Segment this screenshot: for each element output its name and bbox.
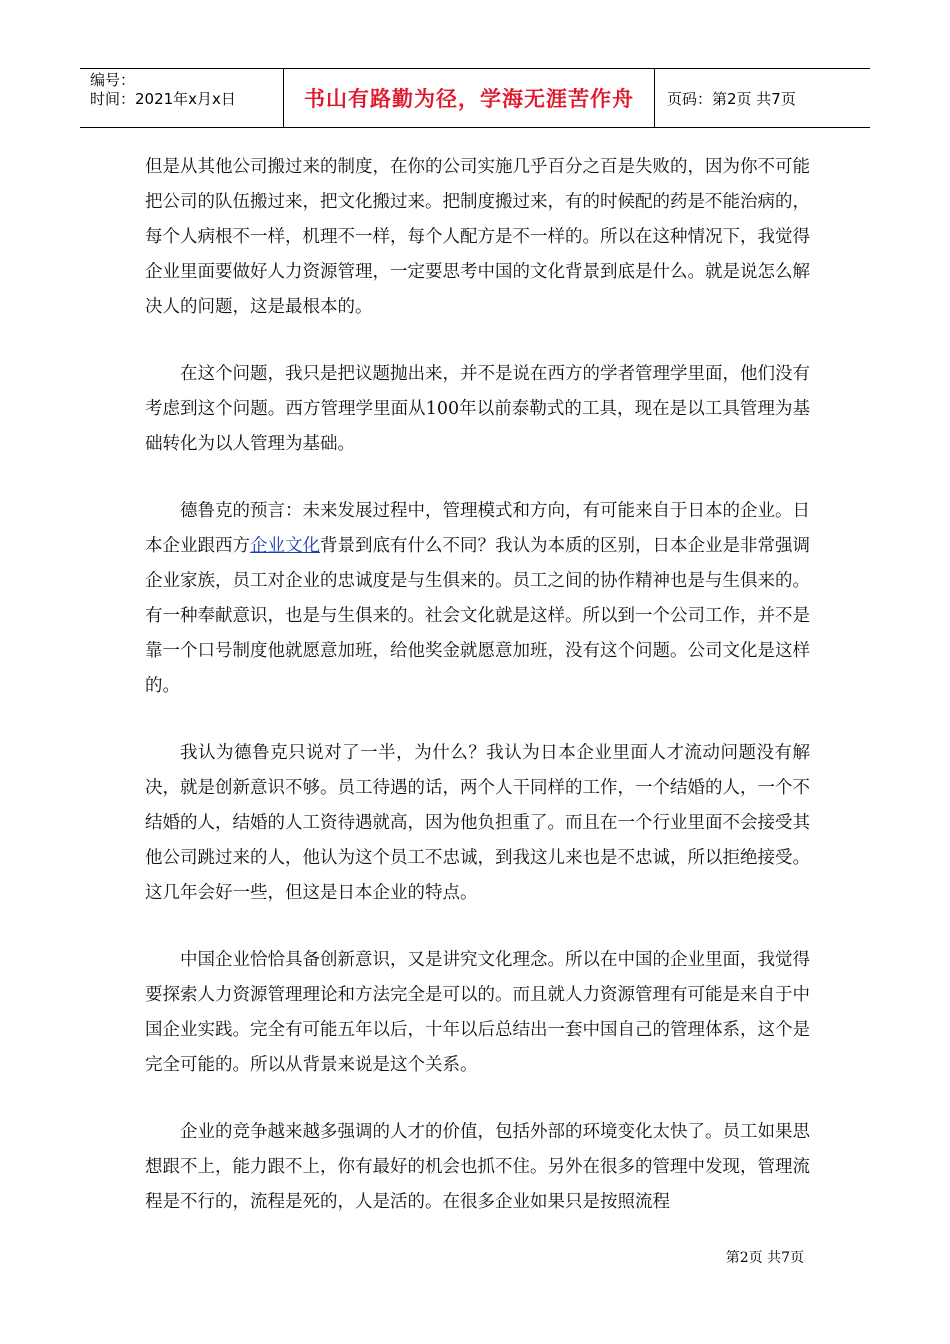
header-page-info: 页码：第2页 共7页	[667, 89, 796, 108]
paragraph-5: 中国企业恰恰具备创新意识，又是讲究文化理念。所以在中国的企业里面，我觉得要探索人力资源管理理论和方法完全是可以的。而且就人力资源管理有可能是来自于中国企业实践。完全有可能五年以后，十年以后总结出一套中国自己的管理体系，这个是完全可能的。所以从背景来说是这个关系。	[145, 950, 810, 1075]
paragraph-3	[145, 494, 810, 704]
paragraph-2: 在这个问题，我只是把议题抛出来，并不是说在西方的学者管理学里面，他们没有考虑到这个问题。西方管理学里面从100年以前泰勒式的工具，现在是以工具管理为基础转化为以人管理为基础。	[145, 364, 810, 454]
paragraph-3-after-link: 背景到底有什么不同？我认为本质的区别，日本企业是非常强调企业家族，员工对企业的忠诚度是与生俱来的。员工之间的协作精神也是与生俱来的。有一种奉献意识，也是与生俱来的。社会文化就是这样。所以到一个公司工作，并不是靠一个口号制度他就愿意加班，给他奖金就愿意加班，没有这个问题。公司文化是这样的。	[145, 536, 810, 696]
paragraph-3-before-link: 德鲁克的预言：未来发展过程中，管理模式和方向，有可能来自于日本的企业。日本企业跟西方	[145, 501, 810, 556]
document-body	[145, 150, 810, 1252]
paragraph-6: 企业的竞争越来越多强调的人才的价值，包括外部的环境变化太快了。员工如果思想跟不上，能力跟不上，你有最好的机会也抓不住。另外在很多的管理中发现，管理流程是不行的，流程是死的，人是活的。在很多企业如果只是按照流程	[145, 1122, 810, 1212]
page-footer: 第2页 共7页	[725, 1250, 804, 1266]
enterprise-culture-link[interactable]: 企业文化	[250, 536, 320, 556]
paragraph-1: 但是从其他公司搬过来的制度，在你的公司实施几乎百分之百是失败的，因为你不可能把公司的队伍搬过来，把文化搬过来。把制度搬过来，有的时候配的药是不能治病的，每个人病根不一样，机理不一样，每个人配方是不一样的。所以在这种情况下，我觉得企业里面要做好人力资源管理，一定要思考中国的文化背景到底是什么。就是说怎么解决人的问题，这是最根本的。	[145, 157, 810, 317]
document-time-label: 时间：2021年x月x日	[90, 90, 236, 108]
page-header	[80, 68, 870, 128]
header-motto: 书山有路勤为径，学海无涯苦作舟	[283, 69, 655, 127]
paragraph-4: 我认为德鲁克只说对了一半，为什么？我认为日本企业里面人才流动问题没有解决，就是创新意识不够。员工待遇的话，两个人干同样的工作，一个结婚的人，一个不结婚的人，结婚的人工资待遇就高，因为他负担重了。而且在一个行业里面不会接受其他公司跳过来的人，他认为这个员工不忠诚，到我这儿来也是不忠诚，所以拒绝接受。这几年会好一些，但这是日本企业的特点。	[145, 743, 810, 903]
header-meta	[80, 69, 283, 127]
document-number-label: 编号：	[90, 71, 136, 89]
